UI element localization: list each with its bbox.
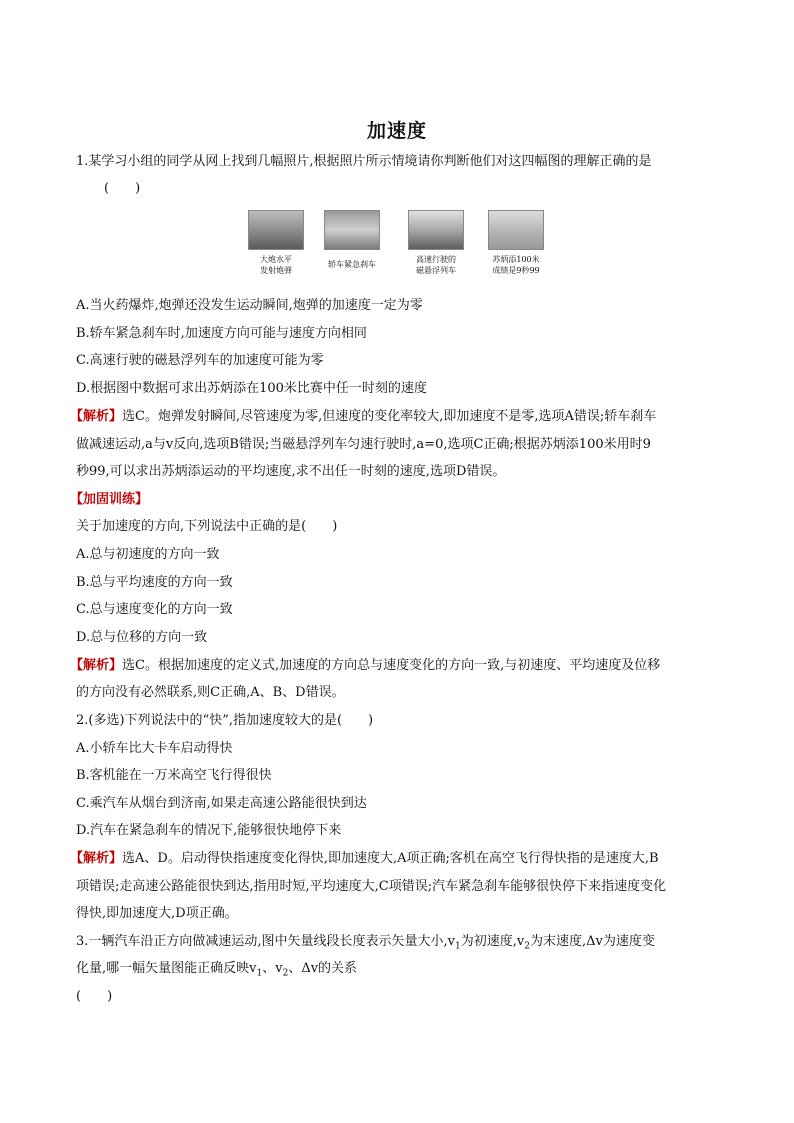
analysis-tag: 【解析】	[70, 658, 123, 673]
q3-stem-line-1: 3.一辆汽车沿正方向做减速运动,图中矢量线段长度表示矢量大小$,v_1$为初速度$,v_2$为末速度,Δv为速度变	[76, 934, 655, 952]
practice-option-c: C.总与速度变化的方向一致	[76, 602, 233, 617]
photo-car-braking	[324, 210, 380, 270]
q1-option-b: B.轿车紧急刹车时,加速度方向可能与速度方向相同	[76, 326, 367, 341]
q2-analysis-line-3: 得快,即加速度大,D项正确。	[76, 906, 238, 921]
practice-option-d: D.总与位移的方向一致	[76, 630, 208, 645]
practice-tag: 【加固训练】	[70, 492, 149, 507]
q2-analysis-line-2: 项错误;走高速公路能很快到达,指用时短,平均速度大,C项错误;汽车紧急刹车能够很快停下来指速度变化	[76, 879, 667, 894]
q2-stem: 2.(多选)下列说法中的“快”,指加速度较大的是( )	[76, 713, 374, 728]
q3-stem-line-2: 化量,哪一幅矢量图能正确反映$v_1$、$v_2$、Δv的关系	[76, 961, 358, 979]
practice-stem: 关于加速度的方向,下列说法中正确的是( )	[76, 519, 338, 534]
analysis-tag: 【解析】	[70, 851, 123, 866]
q1-option-a: A.当火药爆炸,炮弹还没发生运动瞬间,炮弹的加速度一定为零	[76, 298, 423, 313]
photo-sprinter	[488, 210, 544, 276]
practice-option-a: A.总与初速度的方向一致	[76, 547, 220, 562]
q1-photo-row	[248, 210, 548, 284]
practice-analysis-line-1: 【解析】选C。根据加速度的定义式,加速度的方向总与速度变化的方向一致,与初速度、平均速度及位移	[70, 658, 661, 673]
q2-option-a: A.小轿车比大卡车启动得快	[76, 741, 233, 756]
q3-answer-blank: ( )	[76, 989, 113, 1004]
photo-cannon	[248, 210, 304, 276]
photo-caption: 高速行驶的 磁悬浮列车	[416, 255, 456, 275]
practice-analysis-line-2: 的方向没有必然联系,则C正确,A、B、D错误。	[76, 685, 345, 700]
practice-option-b: B.总与平均速度的方向一致	[76, 575, 233, 590]
train-image	[408, 210, 464, 250]
q2-option-b: B.客机能在一万米高空飞行得很快	[76, 768, 272, 783]
photo-caption: 轿车紧急刹车	[328, 260, 376, 269]
cannon-image	[248, 210, 304, 250]
q2-analysis-line-1: 【解析】选A、D。启动得快指速度变化得快,即加速度大,A项正确;客机在高空飞行得快指的是速度大,B	[70, 851, 659, 866]
q1-analysis-line-3: 秒99,可以求出苏炳添运动的平均速度,求不出任一时刻的速度,选项D错误。	[76, 464, 506, 479]
photo-caption: 苏炳添100米 成绩是9秒99	[492, 255, 540, 275]
car-image	[324, 210, 380, 250]
photo-maglev-train	[408, 210, 464, 276]
q2-option-d: D.汽车在紧急刹车的情况下,能够很快地停下来	[76, 823, 342, 838]
analysis-tag: 【解析】	[70, 409, 123, 424]
sprinter-image	[488, 210, 544, 250]
q1-analysis-line-2: 做减速运动,a与v反向,选项B错误;当磁悬浮列车匀速行驶时,a=0,选项C正确;根据苏炳添100米用时9	[76, 437, 651, 452]
q1-answer-blank: ( )	[104, 181, 141, 196]
q1-analysis-line-1: 【解析】选C。炮弹发射瞬间,尽管速度为零,但速度的变化率较大,即加速度不是零,选项A错误;轿车刹车	[70, 409, 657, 424]
q2-option-c: C.乘汽车从烟台到济南,如果走高速公路能很快到达	[76, 796, 367, 811]
q1-option-c: C.高速行驶的磁悬浮列车的加速度可能为零	[76, 353, 324, 368]
page-title: 加速度	[366, 120, 427, 142]
q1-stem: 1.某学习小组的同学从网上找到几幅照片,根据照片所示情境请你判断他们对这四幅图的理解正确的是	[76, 154, 652, 169]
photo-caption: 大炮水平 发射炮弹	[260, 255, 292, 275]
q1-option-d: D.根据图中数据可求出苏炳添在100米比赛中任一时刻的速度	[76, 381, 427, 396]
